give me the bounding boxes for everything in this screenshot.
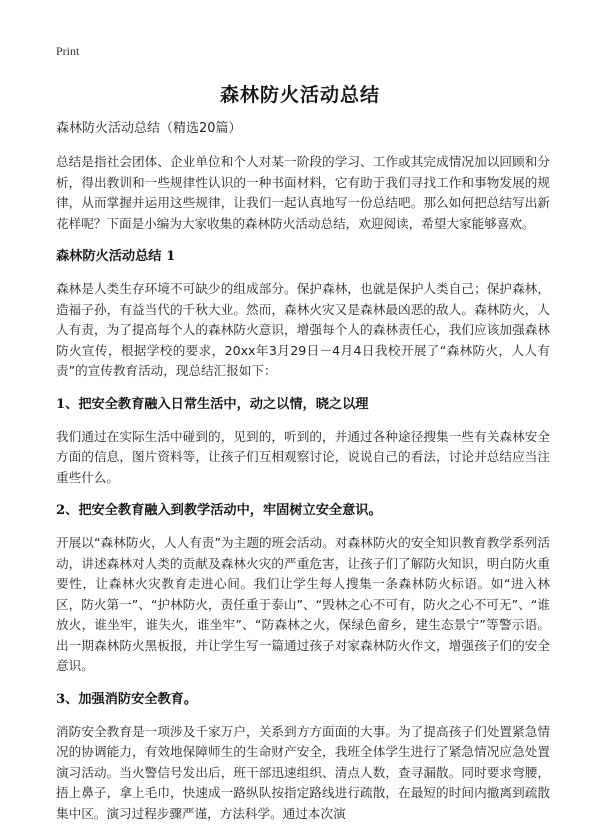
print-link[interactable]: Print xyxy=(56,44,80,58)
section-heading-1: 森林防火活动总结 1 xyxy=(56,249,176,264)
page-title: 森林防火活动总结 xyxy=(219,84,380,106)
intro-paragraph: 总结是指社会团体、企业单位和个人对某一阶段的学习、工作或其完成情况加以回顾和分析，得出教训和一些规律性认识的一种书面材料，它有助于我们寻找工作和事物发展的规律，从而掌握并运用这些规律，让我们一起认真地写一份总结吧。那么如何把总结写出新花样呢？下面是小编为大家收集的森林防火活动总结，欢迎阅读，希望大家能够喜欢。 xyxy=(56,154,550,231)
point1-paragraph: 我们通过在实际生活中碰到的，见到的，听到的，并通过各种途径搜集一些有关森林安全方面的信息，图片资料等，让孩子们互相观察讨论，说说自己的看法，讨论并总结应当注重些什么。 xyxy=(56,428,550,485)
point3-heading: 3、加强消防安全教育。 xyxy=(56,691,198,707)
section1-paragraph: 森林是人类生存环境不可缺少的组成部分。保护森林，也就是保护人类自己；保护森林，造福子孙，有益当代的千秋大业。然而，森林火灾又是森林最凶恶的敌人。森林防火，人人有责，为了提高每个人的森林防火意识，增强每个人的森林责任心，我们应该加强森林防火宣传，根据学校的要求，20xx年3月29日－4月4日我校开展了“森林防火，人人有责”的宣传教育活动，现总结汇报如下： xyxy=(56,281,550,378)
point2-heading: 2、把安全教育融入到教学活动中，牢固树立安全意识。 xyxy=(56,503,382,518)
point1-heading: 1、把安全教育融入日常生活中，动之以情，晓之以理 xyxy=(56,396,369,412)
document-subtitle: 森林防火活动总结（精选20篇） xyxy=(56,121,242,136)
point3-paragraph: 消防安全教育是一项涉及千家万户，关系到方方面面的大事。为了提高孩子们处置紧急情况的协调能力，有效地保障师生的生命财产安全，我班全体学生进行了紧急情况应急处置演习活动。当火警信号发出后，班干部迅速组织、清点人数，查寻漏散。同时要求弯腰，捂上鼻子，拿上毛巾，快速成一路纵队按指定路线进行疏散，在最短的时间内撤离到疏散集中区。演习过程步骤严谨，方法科学。通过本次演 xyxy=(56,723,550,821)
document-body xyxy=(56,118,550,837)
point2-paragraph: 开展以“森林防火，人人有责”为主题的班会活动。对森林防火的安全知识教育教学系列活动，讲述森林对人类的贡献及森林火灾的严重危害，让孩子们了解防火知识，明白防火重要性，让森林火灾教育走进心间。我们让学生每人搜集一条森林防火标语。如“进入林区，防火第一”、“护林防火，责任重于泰山”、“毁林之心不可有，防火之心不可无”、“谁放火，谁坐牢，谁失火，谁坐牢”、“防森林之火，保绿色畲乡，建生态景宁”等警示语。出一期森林防火黑板报，并让学生写一篇通过孩子对家森林防火作文，增强孩子们的安全意识。 xyxy=(56,535,550,673)
